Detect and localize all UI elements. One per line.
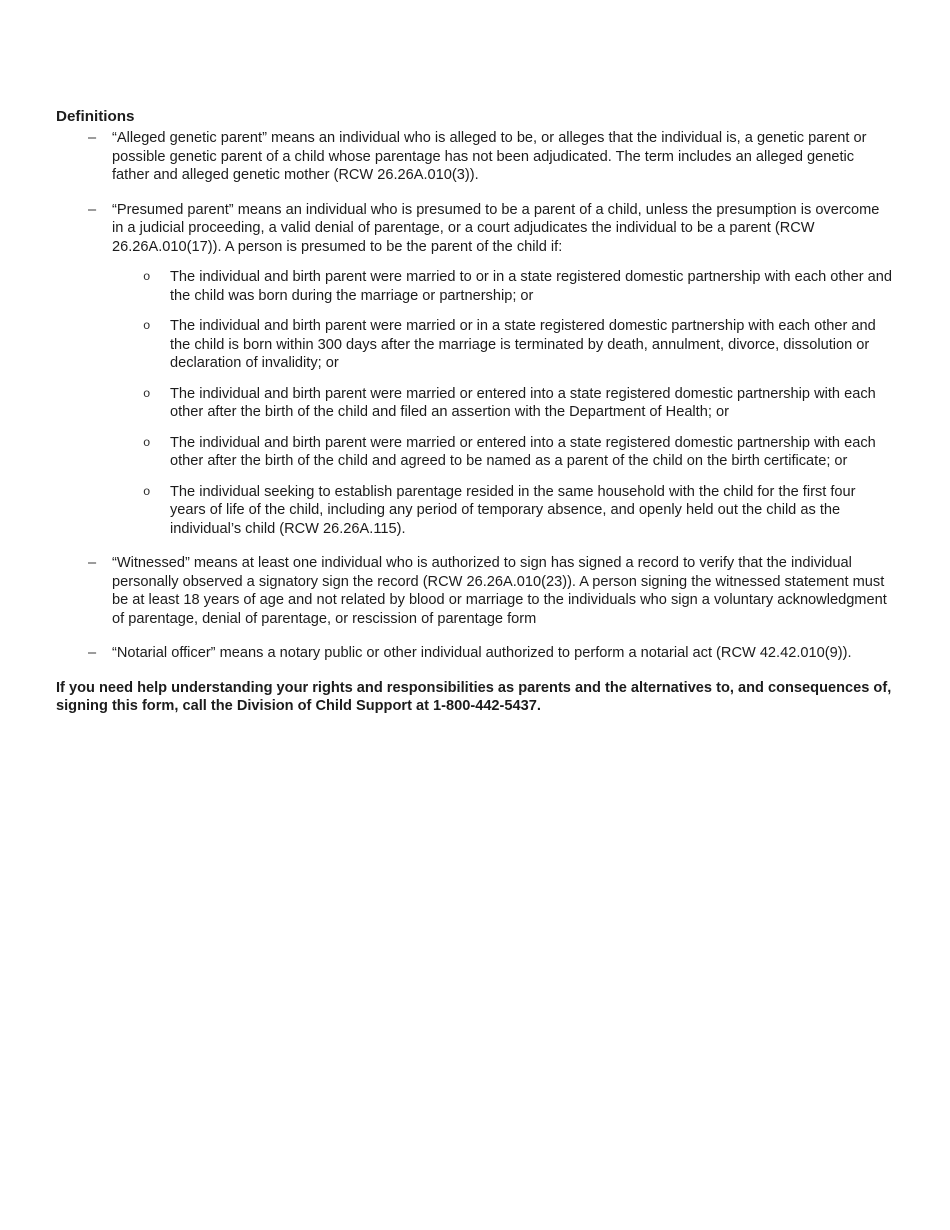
sub-definition-text: The individual seeking to establish parentage resided in the same household with the child for the first four years of life of the child, including any period of temporary absence, and openly held out the child as the individual’s child (RCW 26.26A.115). — [170, 483, 856, 537]
circle-bullet-icon: o — [143, 270, 151, 284]
sub-definition-item — [143, 434, 894, 471]
sub-definition-item — [143, 385, 894, 422]
definition-item — [88, 554, 894, 628]
definition-body — [112, 129, 894, 185]
help-notice: If you need help understanding your rights and responsibilities as parents and the alternatives to, and consequences of, signing this form, call the Division of Child Support at 1-800-442-5437. — [56, 679, 892, 714]
dash-bullet-icon: – — [88, 201, 97, 218]
definition-item — [88, 644, 894, 663]
definition-item — [88, 129, 894, 185]
circle-bullet-icon: o — [143, 386, 151, 401]
sub-definition-item — [143, 483, 894, 539]
definition-text: “Witnessed” means at least one individual who is authorized to sign has signed a record to verify that the individual personally observed a signatory sign the record (RCW 26.26A.010(23)). A person signing the witnessed statement must be at least 18 years of age and not related by blood or marriage to the individuals who sign a voluntary acknowledgment of parentage, denial of parentage, or rescission of parentage form — [112, 555, 887, 627]
sub-definition-text: The individual and birth parent were married or in a state registered domestic partnership with each other and the child is born within 300 days after the marriage is terminated by death, annulment, divorce, dissolution or declaration of invalidity; or — [170, 318, 876, 371]
sub-definitions-list — [112, 268, 894, 538]
dash-bullet-icon: – — [88, 645, 97, 661]
definitions-heading: Definitions — [56, 108, 135, 125]
definition-body — [112, 554, 894, 628]
definition-body — [112, 201, 894, 539]
definition-body — [112, 644, 894, 663]
dash-bullet-icon: – — [88, 130, 97, 146]
definition-text: “Presumed parent” means an individual who is presumed to be a parent of a child, unless the presumption is overcome in a judicial proceeding, a valid denial of parentage, or a court adjudicates the individual to be a parent (RCW 26.26A.010(17)). A person is presumed to be the parent of the child if: — [112, 201, 880, 255]
circle-bullet-icon: o — [143, 435, 151, 450]
sub-definition-item — [143, 268, 894, 305]
definition-item — [88, 201, 894, 539]
sub-definition-text: The individual and birth parent were married or entered into a state registered domestic partnership with each other after the birth of the child and filed an assertion with the Department of Health; or — [170, 385, 876, 420]
circle-bullet-icon: o — [143, 319, 151, 333]
dash-bullet-icon: – — [88, 555, 97, 571]
sub-definition-item — [143, 317, 894, 373]
circle-bullet-icon: o — [143, 484, 151, 499]
definitions-list — [56, 129, 894, 663]
definition-text: “Notarial officer” means a notary public or other individual authorized to perform a notarial act (RCW 42.42.010(9)). — [112, 645, 852, 661]
definition-text: “Alleged genetic parent” means an individual who is alleged to be, or alleges that the individual is, a genetic parent or possible genetic parent of a child whose parentage has not been adjudicated. The term includes an alleged genetic father and alleged genetic mother (RCW 26.26A.010(3)). — [112, 130, 867, 183]
sub-definition-text: The individual and birth parent were married or entered into a state registered domestic partnership with each other after the birth of the child and agreed to be named as a parent of the child on the birth certificate; or — [170, 434, 876, 469]
sub-definition-text: The individual and birth parent were married to or in a state registered domestic partnership with each other and the child was born during the marriage or partnership; or — [170, 269, 892, 304]
